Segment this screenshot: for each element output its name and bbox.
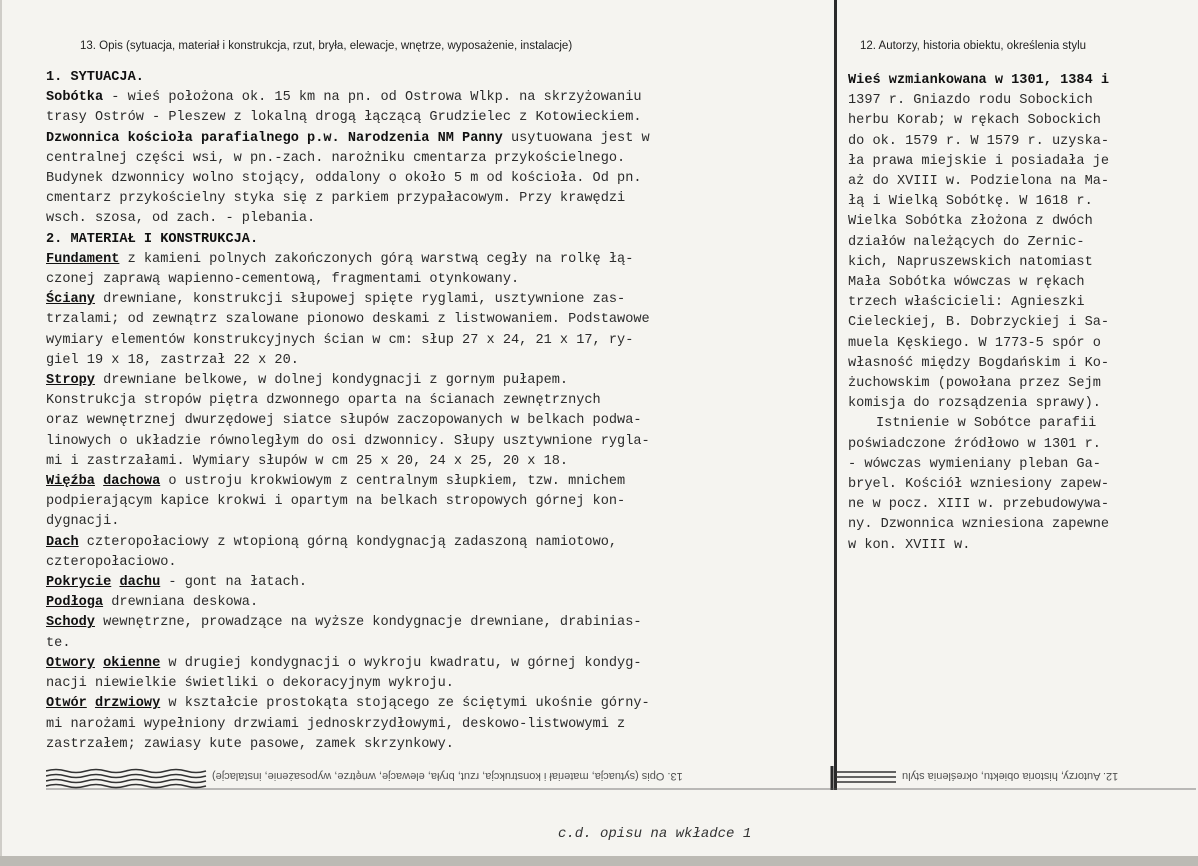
mirrored-header-right: 12. Autorzy, historia obiektu, określenia stylu bbox=[902, 770, 1119, 782]
text-line: linowych o układzie równoległym do osi dzwonnicy. Słupy usztywnione rygla- bbox=[46, 433, 650, 449]
term-otwory: Otwory bbox=[46, 655, 95, 671]
text-line: Dach czteropołaciowy z wtopioną górną kondygnacją zadaszoną namiotowo, bbox=[46, 534, 618, 550]
text-line: Otwory okienne w drugiej kondygnacji o wykroju kwadratu, w górnej kondyg- bbox=[46, 655, 642, 671]
text-line: działów należących do Zernic- bbox=[848, 234, 1085, 250]
text-line: ła prawa miejskie i posiadała je bbox=[848, 153, 1110, 169]
text-line: mi narożami wypełniony drzwiami jednoskrzydłowymi, deskowo-listwowymi z bbox=[46, 716, 626, 732]
term-dzwonnica: Dzwonnica kościoła parafialnego p.w. Narodzenia NM Panny bbox=[46, 130, 503, 146]
text-line: cmentarz przykościelny styka się z parkiem przypałacowym. Przy krawędzi bbox=[46, 191, 626, 207]
text-line: oraz wewnętrznej dwurzędowej siatce słupów zaczopowanych w belkach podwa- bbox=[46, 413, 642, 429]
text-line: Budynek dzwonnicy wolno stojący, oddalony o około 5 m od kościoła. Od pn. bbox=[46, 171, 642, 187]
text-line: Więźba dachowa o ustroju krokwiowym z centralnym słupkiem, tzw. mnichem bbox=[46, 474, 626, 490]
text-line: ny. Dzwonnica wzniesiona zapewne bbox=[848, 517, 1110, 533]
term-sciany: Ściany bbox=[46, 292, 95, 308]
text-line: podpierającym kapice krokwi i opartym na belkach stropowych górnej kon- bbox=[46, 494, 626, 510]
term-dachowa: dachowa bbox=[103, 474, 161, 490]
text-line: Konstrukcja stropów piętra dzwonnego oparta na ścianach zewnętrznych bbox=[46, 393, 601, 409]
text-line: - wówczas wymieniany pleban Ga- bbox=[848, 456, 1101, 472]
text-line: trasy Ostrów - Pleszew z lokalną drogą łączącą Grudzielec z Kotowieckiem. bbox=[46, 110, 642, 126]
section-13-header: 13. Opis (sytuacja, materiał i konstrukcja, rzut, bryła, elewacje, wnętrze, wyposażenie, instalacje) bbox=[80, 40, 573, 52]
text-line: Istnienie w Sobótce parafii bbox=[876, 416, 1097, 432]
text-line: trzech właścicieli: Agnieszki bbox=[848, 295, 1085, 311]
term-wiezba: Więźba bbox=[46, 474, 95, 490]
text-line: Fundament z kamieni polnych zakończonych górą warstwą cegły na rolkę łą- bbox=[46, 251, 634, 267]
term-podloga: Podłoga bbox=[46, 595, 104, 611]
text-line: trzalami; od zewnątrz szalowane pionowo deskami z listwowaniem. Podstawowe bbox=[46, 312, 650, 328]
text-line: Wielka Sobótka złożona z dwóch bbox=[848, 214, 1093, 230]
text-line: herbu Korab; w rękach Sobockich bbox=[848, 113, 1101, 129]
text-line: Otwór drzwiowy w kształcie prostokąta stojącego ze ściętymi ukośnie górny- bbox=[46, 696, 650, 712]
term-otwor: Otwór bbox=[46, 696, 87, 712]
material-heading: 2. MATERIAŁ I KONSTRUKCJA. bbox=[46, 231, 259, 247]
mirrored-header-left: 13. Opis (sytuacja, materiał i konstrukcja, rzut, bryła, elewacje, wnętrze, wyposażenie, instalacje) bbox=[212, 770, 683, 782]
text-line: wymiary elementów konstrukcyjnych ścian w cm: słup 27 x 24, 21 x 17, ry- bbox=[46, 332, 634, 348]
term-dach: Dach bbox=[46, 534, 79, 550]
term-okienne: okienne bbox=[103, 655, 161, 671]
document-sheet bbox=[2, 0, 1198, 866]
text-line: ne w pocz. XIII w. przebudowywa- bbox=[848, 497, 1110, 513]
term-dachu: dachu bbox=[119, 575, 161, 591]
term-drzwiowy: drzwiowy bbox=[94, 696, 161, 712]
text-line: w kon. XVIII w. bbox=[848, 537, 971, 553]
column-divider bbox=[834, 0, 837, 790]
situation-heading: 1. SYTUACJA. bbox=[46, 70, 144, 85]
text-line: 1397 r. Gniazdo rodu Sobockich bbox=[848, 93, 1093, 109]
text-line: czonej zaprawą wapienno-cementową, fragmentami otynkowany. bbox=[46, 272, 520, 288]
text-line: nacji niewielkie świetliki o dekoracyjnym wykroju. bbox=[46, 676, 454, 692]
text-line: kich, Napruszewskich natomiast bbox=[848, 254, 1093, 270]
term-fundament: Fundament bbox=[46, 251, 120, 267]
text-line: do ok. 1579 r. W 1579 r. uzyska- bbox=[848, 133, 1110, 149]
text-line: te. bbox=[46, 635, 71, 651]
text-line: Schody wewnętrzne, prowadzące na wyższe kondygnacje drewniane, drabinias- bbox=[46, 615, 642, 631]
description-column bbox=[46, 68, 806, 755]
text-line: komisja do rozsądzenia sprawy). bbox=[848, 396, 1101, 412]
text-line: zastrzałem; zawiasy kute pasowe, zamek skrzynkowy. bbox=[46, 736, 454, 752]
term-sobotka: Sobótka bbox=[46, 90, 104, 106]
text-line: Podłoga drewniana deskowa. bbox=[46, 595, 259, 611]
text-line: żuchowskim (powołana przez Sejm bbox=[848, 376, 1101, 392]
text-line: łą i Wielką Sobótkę. W 1618 r. bbox=[848, 194, 1093, 210]
text-line: Mała Sobótka wówczas w rękach bbox=[848, 275, 1085, 291]
text-line: muela Kęskiego. W 1773-5 spór o bbox=[848, 335, 1101, 351]
history-column bbox=[848, 71, 1178, 556]
text-line: Ściany drewniane, konstrukcji słupowej spięte ryglami, usztywnione zas- bbox=[46, 292, 626, 308]
text-line: bryel. Kościół wzniesiony zapew- bbox=[848, 477, 1110, 493]
text-line: czteropołaciowo. bbox=[46, 554, 177, 570]
text-line: aż do XVIII w. Podzielona na Ma- bbox=[848, 174, 1110, 190]
continuation-note: c.d. opisu na wkładce 1 bbox=[558, 826, 752, 842]
text-line: Wieś wzmiankowana w 1301, 1384 i bbox=[848, 73, 1110, 88]
scan-bottom-edge bbox=[0, 856, 1198, 866]
text-line: Pokrycie dachu - gont na łatach. bbox=[46, 575, 308, 591]
text-line: poświadczone źródłowo w 1301 r. bbox=[848, 436, 1101, 452]
text-line: centralnej części wsi, w pn.-zach. narożniku cmentarza przykościelnego. bbox=[46, 150, 626, 166]
text-line: Stropy drewniane belkowe, w dolnej kondygnacji z gornym pułapem. bbox=[46, 373, 569, 389]
text-line: giel 19 x 18, zastrzał 22 x 20. bbox=[46, 352, 299, 368]
text-line: dygnacji. bbox=[46, 514, 120, 530]
text-line: wsch. szosa, od zach. - plebania. bbox=[46, 211, 316, 227]
term-stropy: Stropy bbox=[46, 373, 95, 389]
section-12-header: 12. Autorzy, historia obiektu, określenia stylu bbox=[860, 40, 1087, 52]
text-line: Cieleckiej, B. Dobrzyckiej i Sa- bbox=[848, 315, 1110, 331]
text-line: Sobótka - wieś położona ok. 15 km na pn. od Ostrowa Wlkp. na skrzyżowaniu bbox=[46, 90, 642, 106]
term-pokrycie: Pokrycie bbox=[46, 575, 112, 591]
text-line: mi i zastrzałami. Wymiary słupów w cm 25 x 20, 24 x 25, 20 x 18. bbox=[46, 453, 569, 469]
text-line: własność między Bogdańskim i Ko- bbox=[848, 355, 1110, 371]
text-line: Dzwonnica kościoła parafialnego p.w. Narodzenia NM Panny usytuowana jest w bbox=[46, 130, 650, 146]
term-schody: Schody bbox=[46, 615, 95, 631]
